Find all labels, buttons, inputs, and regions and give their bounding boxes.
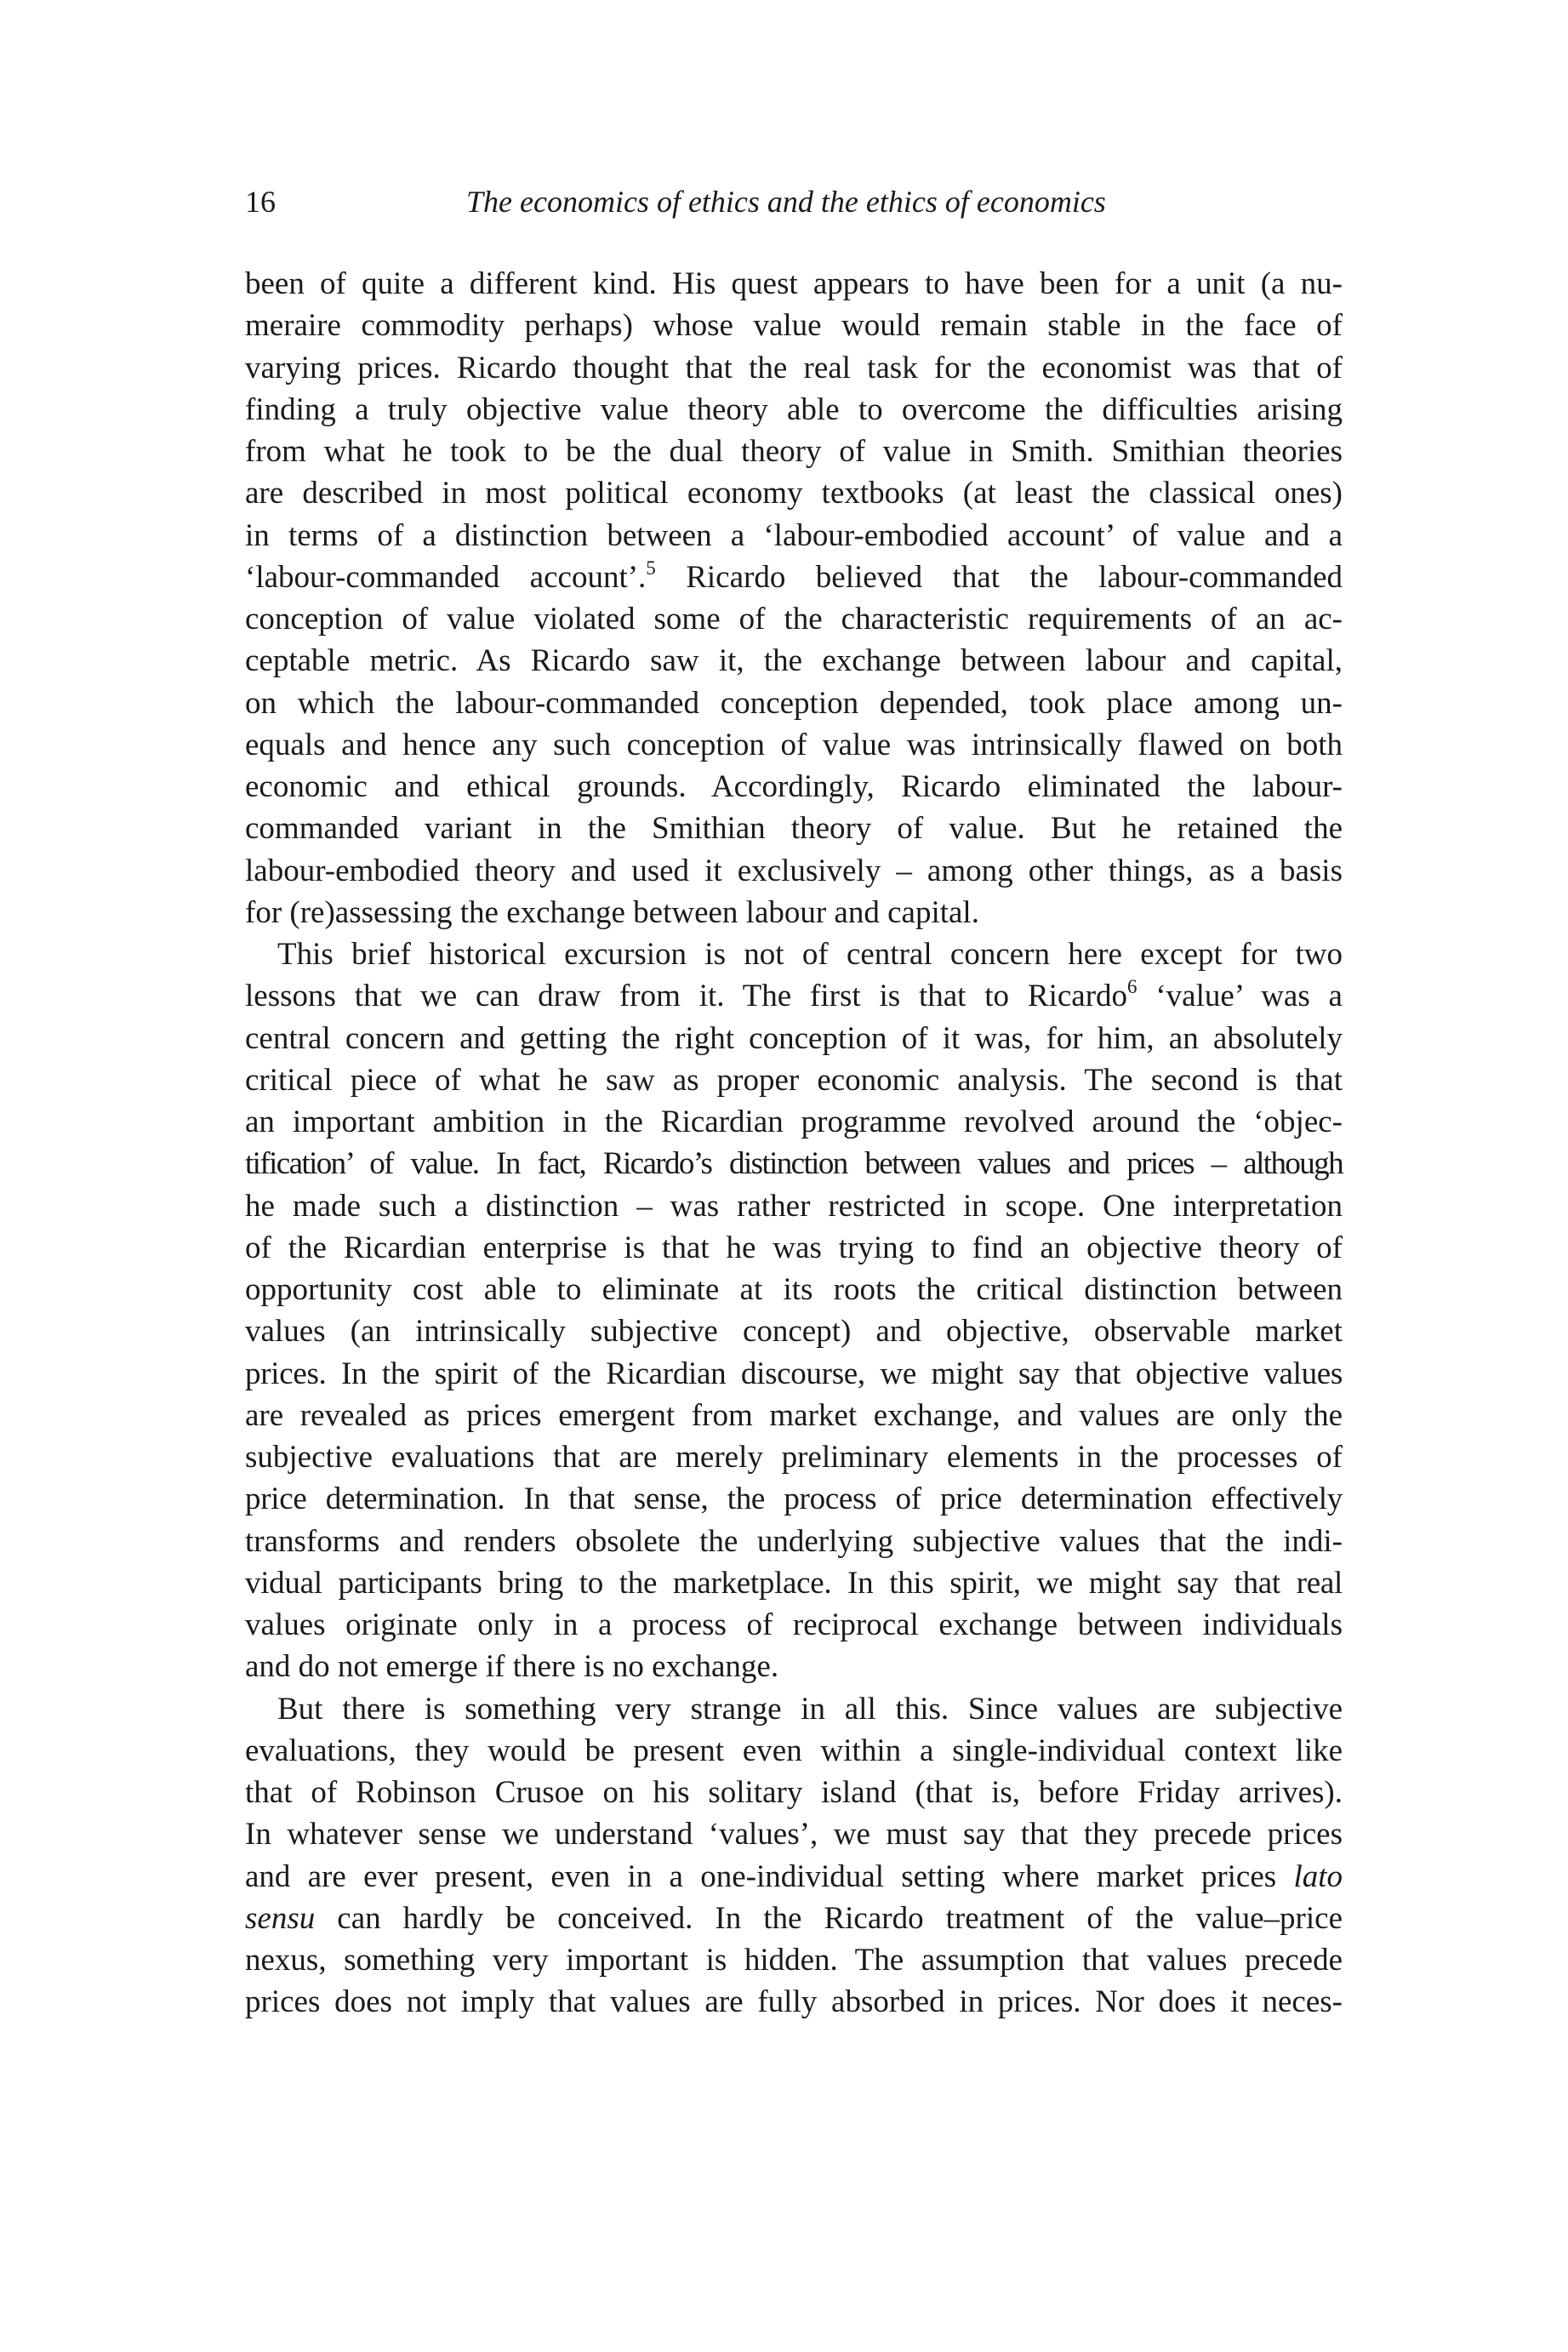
text-line: transforms and renders obsolete the underlying subjective values that the indi-: [245, 1523, 1343, 1559]
text-line: This brief historical excursion is not of central concern here except for two: [277, 937, 1343, 972]
text-fragment: ‘labour-commanded account’.: [245, 559, 647, 595]
text-line: opportunity cost able to eliminate at its roots the critical distinction between: [245, 1272, 1343, 1307]
paragraph-1: [245, 263, 1343, 933]
italic-term: sensu: [245, 1900, 316, 1936]
text-line: from what he took to be the dual theory of value in Smith. Smithian theories: [245, 434, 1343, 469]
text-line: equals and hence any such conception of value was intrinsically flawed on both: [245, 727, 1343, 762]
running-head: [245, 180, 1343, 223]
text-line: tification’ of value. In fact, Ricardo’s distinction between values and prices – although: [245, 1146, 1343, 1182]
text-line: price determination. In that sense, the process of price determination effectively: [245, 1481, 1343, 1517]
body-text: [245, 263, 1343, 2024]
text-line: But there is something very strange in all this. Since values are subjective: [277, 1691, 1343, 1727]
text-line: [245, 1898, 1343, 1939]
text-line: he made such a distinction – was rather restricted in scope. One interpretation: [245, 1188, 1343, 1224]
text-line: meraire commodity perhaps) whose value would remain stable in the face of: [245, 308, 1343, 344]
text-line: and do not emerge if there is no exchange.: [245, 1649, 779, 1685]
text-line: nexus, something very important is hidden. The assumption that values precede: [245, 1943, 1343, 1978]
text-line: on which the labour-commanded conception depended, took place among un-: [245, 685, 1343, 721]
running-title: The economics of ethics and the ethics of economics: [466, 185, 1106, 219]
text-line: In whatever sense we understand ‘values’, we must say that they precede prices: [245, 1817, 1343, 1852]
text-line: of the Ricardian enterprise is that he was trying to find an objective theory of: [245, 1230, 1343, 1265]
text-line: [245, 557, 1343, 598]
text-line: values originate only in a process of reciprocal exchange between individuals: [245, 1607, 1343, 1642]
text-fragment: and are ever present, even in a one-individual setting where market prices: [245, 1858, 1277, 1894]
text-line: labour-embodied theory and used it exclusively – among other things, as a basis: [245, 853, 1343, 888]
text-line: been of quite a different kind. His quest appears to have been for a unit (a nu-: [245, 266, 1343, 301]
text-line: vidual participants bring to the marketplace. In this spirit, we might say that real: [245, 1565, 1343, 1601]
text-line: critical piece of what he saw as proper economic analysis. The second is that: [245, 1062, 1343, 1098]
text-line: central concern and getting the right conception of it was, for him, an absolutely: [245, 1020, 1343, 1056]
text-line: [245, 975, 1343, 1017]
text-line: finding a truly objective value theory able to overcome the difficulties arising: [245, 391, 1343, 427]
text-line: an important ambition in the Ricardian programme revolved around the ‘objec-: [245, 1105, 1343, 1139]
text-line: that of Robinson Crusoe on his solitary island (that is, before Friday arrives).: [245, 1775, 1343, 1810]
text-fragment: Ricardo believed that the labour-commanded: [655, 559, 1343, 595]
text-line: prices. In the spirit of the Ricardian discourse, we might say that objective values: [245, 1356, 1343, 1391]
text-line: in terms of a distinction between a ‘labour-embodied account’ of value and a: [245, 517, 1343, 553]
text-line: ceptable metric. As Ricardo saw it, the exchange between labour and capital,: [245, 643, 1343, 679]
text-fragment: ‘value’ was a: [1137, 979, 1343, 1014]
text-line: are revealed as prices emergent from market exchange, and values are only the: [245, 1397, 1343, 1433]
text-fragment: can hardly be conceived. In the Ricardo treatment of the value–price: [337, 1900, 1343, 1936]
text-line: commanded variant in the Smithian theory of value. But he retained the: [245, 811, 1343, 847]
text-line: [245, 1856, 1343, 1898]
italic-term: lato: [1293, 1858, 1343, 1894]
paragraph-2: [245, 933, 1343, 1688]
paragraph-3: [245, 1688, 1343, 2024]
text-line: evaluations, they would be present even within a single-individual context like: [245, 1733, 1343, 1768]
footnote-ref-6[interactable]: 6: [1127, 976, 1138, 998]
text-line: values (an intrinsically subjective concept) and objective, observable market: [245, 1314, 1343, 1350]
text-line: economic and ethical grounds. Accordingly, Ricardo eliminated the labour-: [245, 769, 1343, 804]
text-line: are described in most political economy textbooks (at least the classical ones): [245, 476, 1343, 511]
text-line: subjective evaluations that are merely preliminary elements in the processes of: [245, 1440, 1343, 1475]
footnote-ref-5[interactable]: 5: [646, 557, 656, 579]
page-number: 16: [245, 185, 276, 219]
text-line: varying prices. Ricardo thought that the real task for the economist was that of: [245, 350, 1343, 385]
text-line: for (re)assessing the exchange between labour and capital.: [245, 894, 979, 930]
text-line: conception of value violated some of the characteristic requirements of an ac-: [245, 602, 1343, 637]
text-line: prices does not imply that values are fully absorbed in prices. Nor does it neces-: [245, 1984, 1343, 2020]
text-fragment: lessons that we can draw from it. The first is that to Ricardo: [245, 979, 1128, 1014]
